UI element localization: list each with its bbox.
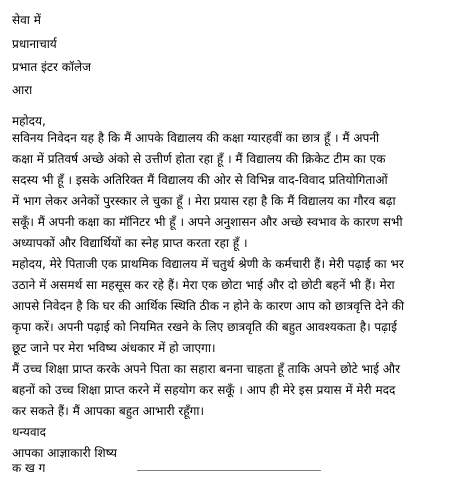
body-line: छूट जाने पर मेरा भविष्य अंधकार में हो जाएगा। (12, 341, 216, 355)
body-line: आपसे निवेदन है कि घर की आर्थिक स्थिति ठीक न होने के कारण आप को छात्रवृत्ति देने की (12, 299, 405, 313)
salutation: महोदय, (12, 114, 46, 128)
address-line: सेवा में (12, 13, 41, 27)
address-line: प्रभात इंटर कॉलेज (12, 60, 92, 74)
body-line: सविनय निवेदन यह है कि मैं आपके विद्यालय की कक्षा ग्यारहवीं का छात्र हूँ । मैं अपनी (12, 131, 380, 145)
body-line: कर सकते हैं। मैं आपका बहुत आभारी रहूँगा। (12, 404, 205, 418)
body-line: सकूँ। मैं अपनी कक्षा का मॉनिटर भी हूँ । अपने अनुशासन और अच्छे स्वभाव के कारण सभी (12, 215, 403, 229)
address-line: प्रधानाचार्य (12, 37, 57, 51)
body-line: में भाग लेकर अनेकों पुरस्कार ले चुका हूँ । मेरा प्रयास रहा है कि मैं विद्यालय का गौरव बढ़ा (12, 194, 396, 208)
body-line: बहनों को उच्च शिक्षा प्राप्त करने में सहयोग कर सकूँ । आप ही मेरे इस प्रयास में मेरी मदद (12, 383, 396, 397)
signature-name: क ख ग (12, 461, 46, 475)
body-line: मैं उच्च शिक्षा प्राप्त करके अपने पिता का सहारा बनना चाहता हूँ ताकि अपने छोटे भाई और (12, 362, 400, 376)
page-divider (137, 470, 321, 471)
closing: धन्यवाद (12, 425, 47, 439)
signoff: आपका आज्ञाकारी शिष्य (12, 446, 117, 460)
body-line: सदस्य भी हूँ । इसके अतिरिक्त मैं विद्यालय की ओर से विभिन्न वाद-विवाद प्रतियोगिताओं (12, 173, 388, 187)
body-line: उठाने में असमर्थ सा महसूस कर रहे हैं। मेरा एक छोटा भाई और दो छोटी बहनें भी हैं। मेरा (12, 278, 395, 292)
body-line: अध्यापकों और विद्यार्थियों का स्नेह प्राप्त करता रहा हूँ । (12, 236, 248, 250)
body-line: कृपा करें। अपनी पढ़ाई को नियमित रखने के लिए छात्रवृति की बहुत आवश्यकता है। पढ़ाई (12, 320, 398, 334)
address-line: आरा (12, 83, 33, 97)
body-line: महोदय, मेरे पिताजी एक प्राथमिक विद्यालय में चतुर्थ श्रेणी के कर्मचारी हैं। मेरी पढ़ाई का भर (12, 257, 404, 271)
body-line: कक्षा में प्रतिवर्ष अच्छे अंको से उत्तीर्ण होता रहा हूँ । मैं विद्यालय की क्रिकेट टीम का एक (12, 152, 386, 166)
